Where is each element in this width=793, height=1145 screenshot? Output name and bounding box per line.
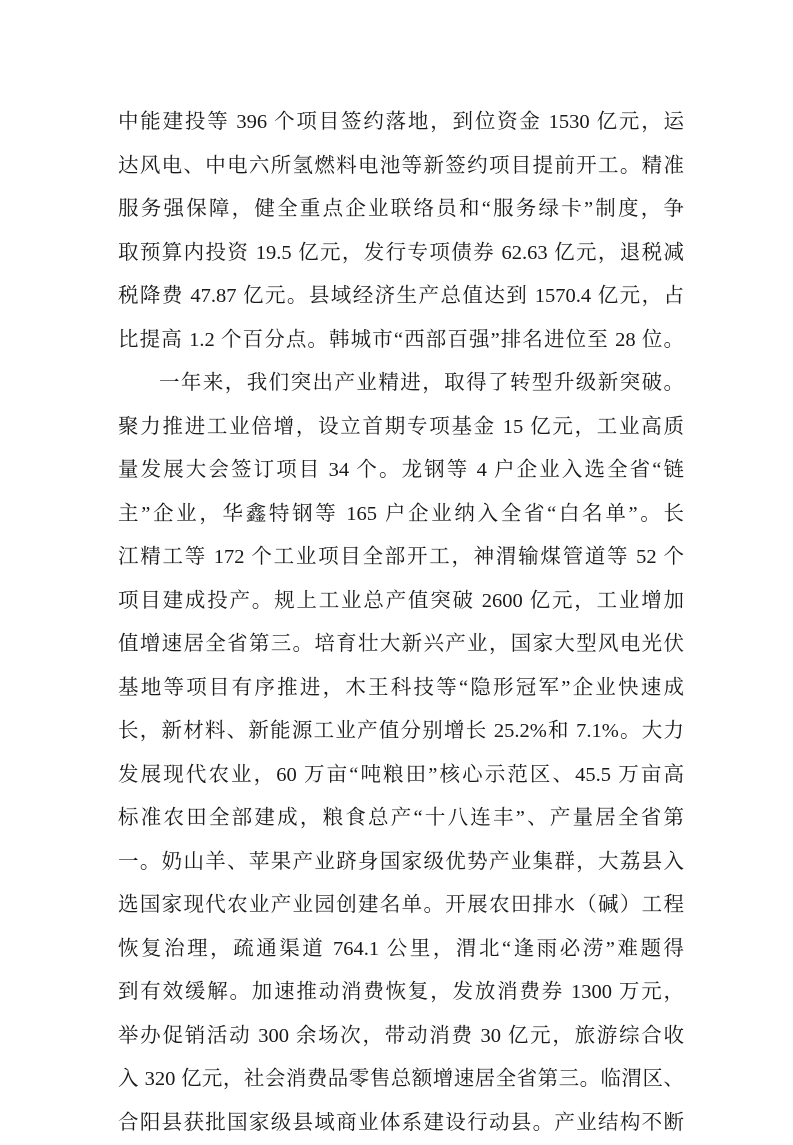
paragraph-2-line: 聚力推进工业倍增，设立首期专项基金 15 亿元，工业高质: [118, 406, 684, 450]
paragraph-2-line: 到有效缓解。加速推动消费恢复，发放消费券 1300 万元，: [118, 971, 684, 1015]
paragraph-2-line: 一。奶山羊、苹果产业跻身国家级优势产业集群，大荔县入: [118, 841, 684, 885]
paragraph-2-line: 江精工等 172 个工业项目全部开工，神渭输煤管道等 52 个: [118, 536, 684, 580]
paragraph-1-line: 取预算内投资 19.5 亿元，发行专项债券 62.63 亿元，退税减: [118, 232, 684, 276]
paragraph-2-line: 主”企业，华鑫特钢等 165 户企业纳入全省“白名单”。长: [118, 493, 684, 537]
paragraph-1-line: 达风电、中电六所氢燃料电池等新签约项目提前开工。精准: [118, 145, 684, 189]
paragraph-2-line: 基地等项目有序推进，木王科技等“隐形冠军”企业快速成: [118, 667, 684, 711]
paragraph-2-line: 恢复治理，疏通渠道 764.1 公里，渭北“逢雨必涝”难题得: [118, 928, 684, 972]
paragraph-1-line: 服务强保障，健全重点企业联络员和“服务绿卡”制度，争: [118, 188, 684, 232]
paragraph-2-line: 选国家现代农业产业园创建名单。开展农田排水（碱）工程: [118, 884, 684, 928]
paragraph-1-line: 比提高 1.2 个百分点。韩城市“西部百强”排名进位至 28 位。: [118, 319, 684, 363]
paragraph-2-line: 量发展大会签订项目 34 个。龙钢等 4 户企业入选全省“链: [118, 449, 684, 493]
paragraph-2-line: 发展现代农业，60 万亩“吨粮田”核心示范区、45.5 万亩高: [118, 754, 684, 798]
body-text: [118, 101, 684, 1145]
paragraph-1-line: 中能建投等 396 个项目签约落地，到位资金 1530 亿元，运: [118, 101, 684, 145]
paragraph-2-line: 入 320 亿元，社会消费品零售总额增速居全省第三。临渭区、: [118, 1058, 684, 1102]
paragraph-2-line: 标准农田全部建成，粮食总产“十八连丰”、产量居全省第: [118, 797, 684, 841]
paragraph-2-line: 一年来，我们突出产业精进，取得了转型升级新突破。: [118, 362, 684, 406]
paragraph-1-line: 税降费 47.87 亿元。县域经济生产总值达到 1570.4 亿元，占: [118, 275, 684, 319]
paragraph-2-line: 长，新材料、新能源工业产值分别增长 25.2%和 7.1%。大力: [118, 710, 684, 754]
paragraph-2-line: 合阳县获批国家级县域商业体系建设行动县。产业结构不断: [118, 1102, 684, 1145]
paragraph-2-line: 值增速居全省第三。培育壮大新兴产业，国家大型风电光伏: [118, 623, 684, 667]
paragraph-2-line: 项目建成投产。规上工业总产值突破 2600 亿元，工业增加: [118, 580, 684, 624]
paragraph-2-line: 举办促销活动 300 余场次，带动消费 30 亿元，旅游综合收: [118, 1015, 684, 1059]
